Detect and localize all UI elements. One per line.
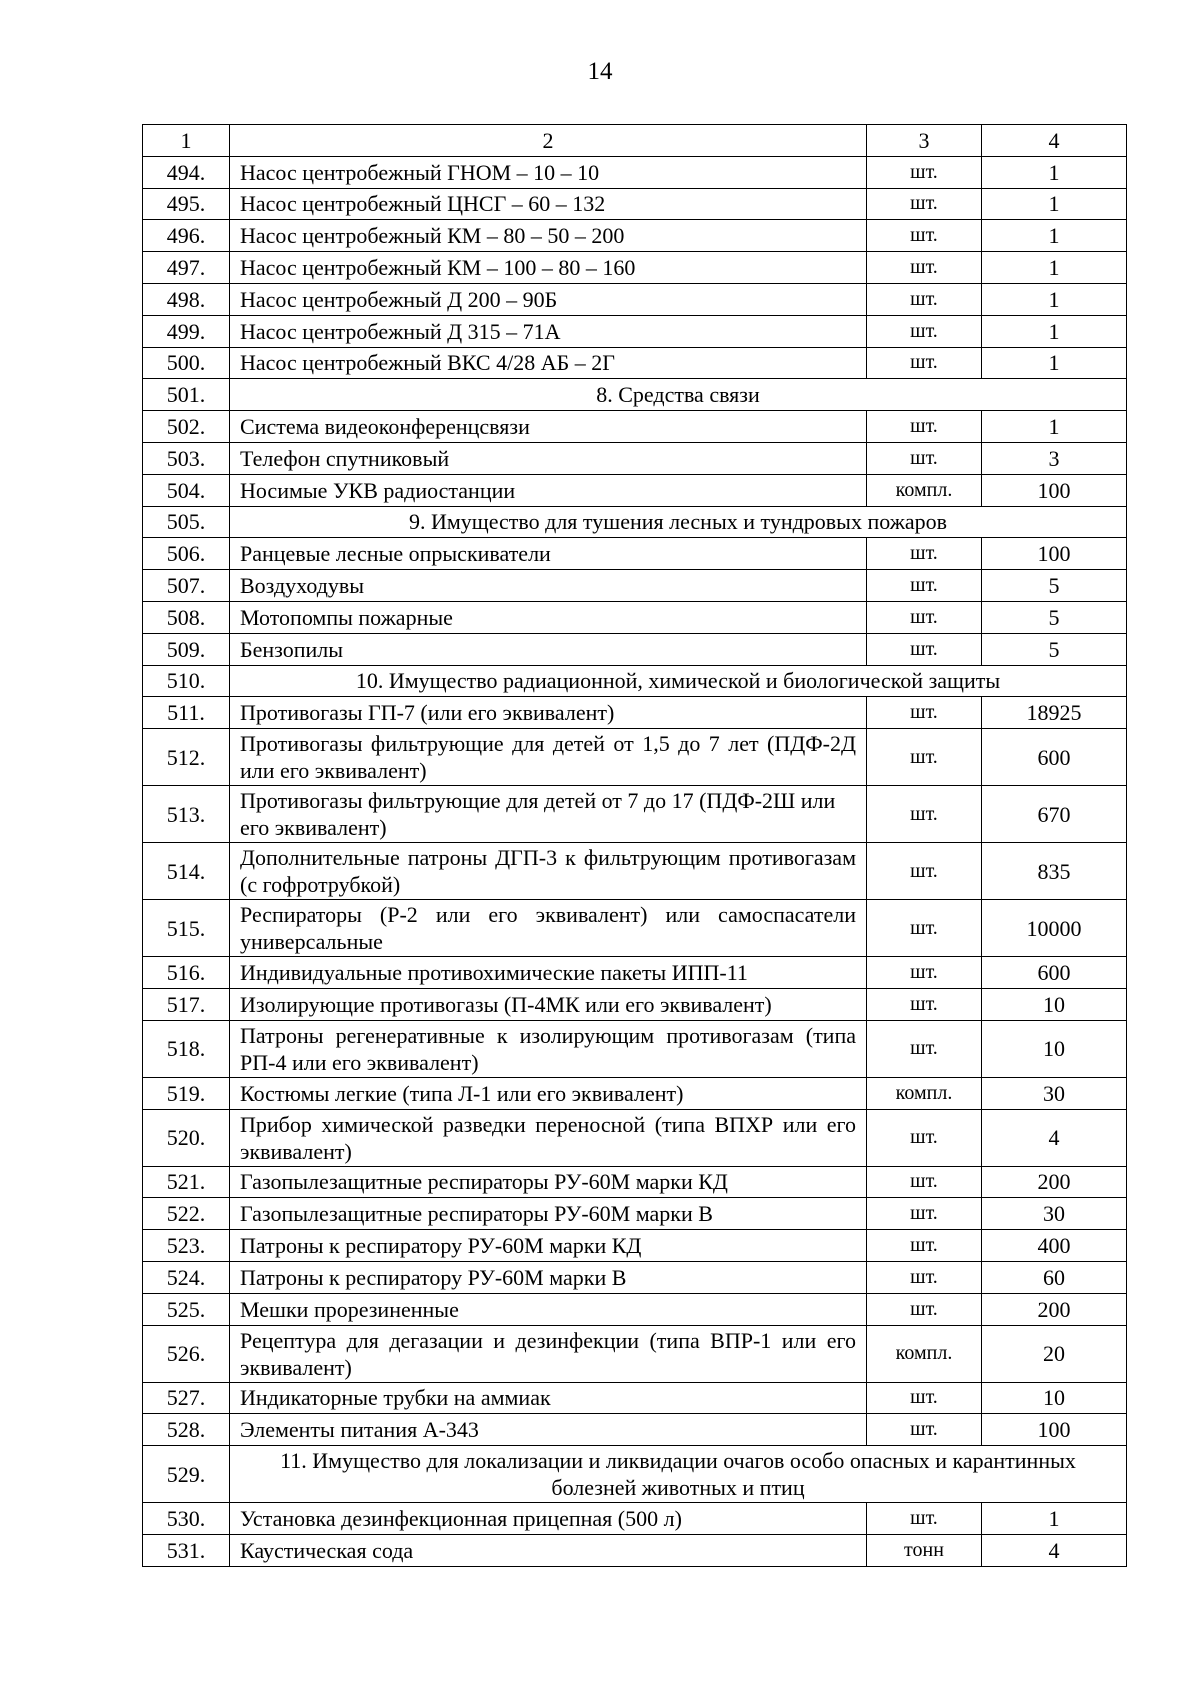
- item-name: Изолирующие противогазы (П-4МК или его эквивалент): [230, 988, 867, 1020]
- item-name: Насос центробежный ЦНСГ – 60 – 132: [230, 188, 867, 220]
- item-unit: шт.: [867, 220, 982, 252]
- table-row: [143, 900, 1127, 957]
- item-quantity: 100: [982, 474, 1127, 506]
- item-quantity: 835: [982, 843, 1127, 900]
- item-unit: шт.: [867, 1230, 982, 1262]
- item-unit: шт.: [867, 538, 982, 570]
- section-title: 10. Имущество радиационной, химической и биологической защиты: [230, 665, 1127, 697]
- table-row: [143, 1261, 1127, 1293]
- row-number: 531.: [143, 1534, 230, 1566]
- item-name: Дополнительные патроны ДГП-3 к фильтрующим противогазам (с гофротрубкой): [230, 843, 867, 900]
- item-name: Бензопилы: [230, 633, 867, 665]
- row-number: 520.: [143, 1109, 230, 1166]
- row-number: 504.: [143, 474, 230, 506]
- item-name: Носимые УКВ радиостанции: [230, 474, 867, 506]
- table-row: [143, 283, 1127, 315]
- item-quantity: 400: [982, 1230, 1127, 1262]
- item-name: Элементы питания А-343: [230, 1414, 867, 1446]
- item-unit: шт.: [867, 633, 982, 665]
- item-name: Противогазы фильтрующие для детей от 1,5 до 7 лет (ПДФ-2Д или его эквивалент): [230, 729, 867, 786]
- item-unit: шт.: [867, 1020, 982, 1077]
- item-name: Газопылезащитные респираторы РУ-60М марки КД: [230, 1166, 867, 1198]
- section-row: [143, 506, 1127, 538]
- table-row: [143, 1198, 1127, 1230]
- item-unit: шт.: [867, 411, 982, 443]
- item-quantity: 670: [982, 786, 1127, 843]
- table-row: [143, 957, 1127, 989]
- item-unit: шт.: [867, 786, 982, 843]
- table-row: [143, 601, 1127, 633]
- item-quantity: 1: [982, 347, 1127, 379]
- table-row: [143, 220, 1127, 252]
- table-row: [143, 474, 1127, 506]
- row-number: 502.: [143, 411, 230, 443]
- item-unit: шт.: [867, 283, 982, 315]
- item-unit: шт.: [867, 900, 982, 957]
- header-cell-2: 2: [230, 125, 867, 157]
- row-number: 494.: [143, 156, 230, 188]
- item-name: Мешки прорезиненные: [230, 1293, 867, 1325]
- header-cell-1: 1: [143, 125, 230, 157]
- row-number: 519.: [143, 1077, 230, 1109]
- page-number: 14: [587, 58, 613, 85]
- item-unit: шт.: [867, 1109, 982, 1166]
- item-unit: шт.: [867, 601, 982, 633]
- row-number: 522.: [143, 1198, 230, 1230]
- item-quantity: 30: [982, 1077, 1127, 1109]
- item-quantity: 600: [982, 957, 1127, 989]
- item-unit: тонн: [867, 1534, 982, 1566]
- item-unit: шт.: [867, 1293, 982, 1325]
- row-number: 512.: [143, 729, 230, 786]
- section-row: [143, 379, 1127, 411]
- row-number: 514.: [143, 843, 230, 900]
- item-name: Воздуходувы: [230, 570, 867, 602]
- row-number: 515.: [143, 900, 230, 957]
- row-number: 524.: [143, 1261, 230, 1293]
- item-quantity: 1: [982, 1503, 1127, 1535]
- table-row: [143, 252, 1127, 284]
- item-quantity: 1: [982, 315, 1127, 347]
- item-name: Насос центробежный ГНОМ – 10 – 10: [230, 156, 867, 188]
- row-number: 529.: [143, 1446, 230, 1503]
- item-quantity: 10000: [982, 900, 1127, 957]
- row-number: 516.: [143, 957, 230, 989]
- item-unit: шт.: [867, 188, 982, 220]
- table-row: [143, 1020, 1127, 1077]
- item-unit: шт.: [867, 315, 982, 347]
- row-number: 497.: [143, 252, 230, 284]
- table-row: [143, 538, 1127, 570]
- item-name: Насос центробежный КМ – 80 – 50 – 200: [230, 220, 867, 252]
- item-name: Патроны регенеративные к изолирующим противогазам (типа РП-4 или его эквивалент): [230, 1020, 867, 1077]
- item-name: Респираторы (Р-2 или его эквивалент) или самоспасатели универсальные: [230, 900, 867, 957]
- item-name: Насос центробежный Д 315 – 71А: [230, 315, 867, 347]
- section-title: 11. Имущество для локализации и ликвидации очагов особо опасных и карантинных болезней животных и птиц: [230, 1446, 1127, 1503]
- item-unit: шт.: [867, 1166, 982, 1198]
- item-quantity: 3: [982, 442, 1127, 474]
- table-row: [143, 156, 1127, 188]
- row-number: 527.: [143, 1382, 230, 1414]
- row-number: 525.: [143, 1293, 230, 1325]
- row-number: 505.: [143, 506, 230, 538]
- header-cell-4: 4: [982, 125, 1127, 157]
- item-quantity: 100: [982, 1414, 1127, 1446]
- table-row: [143, 1293, 1127, 1325]
- item-name: Костюмы легкие (типа Л-1 или его эквивалент): [230, 1077, 867, 1109]
- item-unit: шт.: [867, 1382, 982, 1414]
- row-number: 526.: [143, 1325, 230, 1382]
- item-unit: шт.: [867, 843, 982, 900]
- item-quantity: 1: [982, 188, 1127, 220]
- table-row: [143, 347, 1127, 379]
- row-number: 499.: [143, 315, 230, 347]
- row-number: 517.: [143, 988, 230, 1020]
- table-header-row: [143, 125, 1127, 157]
- item-name: Индивидуальные противохимические пакеты ИПП-11: [230, 957, 867, 989]
- item-quantity: 20: [982, 1325, 1127, 1382]
- item-quantity: 5: [982, 633, 1127, 665]
- inventory-table: [142, 124, 1127, 1567]
- item-unit: шт.: [867, 1414, 982, 1446]
- table-row: [143, 1166, 1127, 1198]
- item-unit: шт.: [867, 570, 982, 602]
- item-unit: шт.: [867, 988, 982, 1020]
- table-row: [143, 1503, 1127, 1535]
- item-quantity: 5: [982, 570, 1127, 602]
- table-row: [143, 570, 1127, 602]
- table-row: [143, 697, 1127, 729]
- table-row: [143, 315, 1127, 347]
- item-unit: компл.: [867, 474, 982, 506]
- section-row: [143, 665, 1127, 697]
- item-name: Насос центробежный ВКС 4/28 АБ – 2Г: [230, 347, 867, 379]
- table-row: [143, 188, 1127, 220]
- item-quantity: 10: [982, 988, 1127, 1020]
- row-number: 513.: [143, 786, 230, 843]
- item-unit: шт.: [867, 1261, 982, 1293]
- row-number: 500.: [143, 347, 230, 379]
- table-row: [143, 1534, 1127, 1566]
- item-name: Прибор химической разведки переносной (типа ВПХР или его эквивалент): [230, 1109, 867, 1166]
- item-quantity: 1: [982, 156, 1127, 188]
- row-number: 521.: [143, 1166, 230, 1198]
- row-number: 508.: [143, 601, 230, 633]
- row-number: 496.: [143, 220, 230, 252]
- row-number: 523.: [143, 1230, 230, 1262]
- item-unit: шт.: [867, 1198, 982, 1230]
- header-cell-3: 3: [867, 125, 982, 157]
- row-number: 507.: [143, 570, 230, 602]
- item-unit: шт.: [867, 957, 982, 989]
- item-unit: шт.: [867, 697, 982, 729]
- item-quantity: 1: [982, 283, 1127, 315]
- section-title: 9. Имущество для тушения лесных и тундровых пожаров: [230, 506, 1127, 538]
- table-row: [143, 786, 1127, 843]
- item-quantity: 10: [982, 1020, 1127, 1077]
- item-name: Индикаторные трубки на аммиак: [230, 1382, 867, 1414]
- table-row: [143, 988, 1127, 1020]
- item-quantity: 200: [982, 1166, 1127, 1198]
- row-number: 509.: [143, 633, 230, 665]
- row-number: 498.: [143, 283, 230, 315]
- item-quantity: 1: [982, 252, 1127, 284]
- table-row: [143, 1230, 1127, 1262]
- item-name: Насос центробежный Д 200 – 90Б: [230, 283, 867, 315]
- item-name: Телефон спутниковый: [230, 442, 867, 474]
- item-unit: шт.: [867, 442, 982, 474]
- item-name: Установка дезинфекционная прицепная (500 л): [230, 1503, 867, 1535]
- item-name: Рецептура для дегазации и дезинфекции (типа ВПР-1 или его эквивалент): [230, 1325, 867, 1382]
- item-unit: шт.: [867, 729, 982, 786]
- table-row: [143, 1382, 1127, 1414]
- item-quantity: 30: [982, 1198, 1127, 1230]
- item-name: Противогазы ГП-7 (или его эквивалент): [230, 697, 867, 729]
- item-quantity: 4: [982, 1109, 1127, 1166]
- item-unit: компл.: [867, 1325, 982, 1382]
- item-name: Патроны к респиратору РУ-60М марки В: [230, 1261, 867, 1293]
- table-body: [143, 125, 1127, 1567]
- item-quantity: 100: [982, 538, 1127, 570]
- section-row: [143, 1446, 1127, 1503]
- row-number: 506.: [143, 538, 230, 570]
- row-number: 530.: [143, 1503, 230, 1535]
- item-name: Противогазы фильтрующие для детей от 7 до 17 (ПДФ-2Ш или его эквивалент): [230, 786, 867, 843]
- item-quantity: 1: [982, 220, 1127, 252]
- item-quantity: 18925: [982, 697, 1127, 729]
- item-name: Насос центробежный КМ – 100 – 80 – 160: [230, 252, 867, 284]
- item-quantity: 4: [982, 1534, 1127, 1566]
- row-number: 528.: [143, 1414, 230, 1446]
- item-name: Газопылезащитные респираторы РУ-60М марки В: [230, 1198, 867, 1230]
- table-row: [143, 411, 1127, 443]
- table-row: [143, 1109, 1127, 1166]
- item-quantity: 600: [982, 729, 1127, 786]
- table-row: [143, 1414, 1127, 1446]
- row-number: 503.: [143, 442, 230, 474]
- row-number: 501.: [143, 379, 230, 411]
- item-quantity: 1: [982, 411, 1127, 443]
- item-unit: компл.: [867, 1077, 982, 1109]
- table-row: [143, 442, 1127, 474]
- item-name: Каустическая сода: [230, 1534, 867, 1566]
- table-row: [143, 1325, 1127, 1382]
- item-name: Мотопомпы пожарные: [230, 601, 867, 633]
- row-number: 510.: [143, 665, 230, 697]
- item-quantity: 5: [982, 601, 1127, 633]
- table-row: [143, 843, 1127, 900]
- item-quantity: 200: [982, 1293, 1127, 1325]
- item-name: Патроны к респиратору РУ-60М марки КД: [230, 1230, 867, 1262]
- section-title: 8. Средства связи: [230, 379, 1127, 411]
- table-row: [143, 1077, 1127, 1109]
- item-unit: шт.: [867, 252, 982, 284]
- item-name: Система видеоконференцсвязи: [230, 411, 867, 443]
- item-unit: шт.: [867, 1503, 982, 1535]
- item-name: Ранцевые лесные опрыскиватели: [230, 538, 867, 570]
- item-unit: шт.: [867, 156, 982, 188]
- row-number: 518.: [143, 1020, 230, 1077]
- row-number: 511.: [143, 697, 230, 729]
- table-row: [143, 729, 1127, 786]
- row-number: 495.: [143, 188, 230, 220]
- item-unit: шт.: [867, 347, 982, 379]
- item-quantity: 60: [982, 1261, 1127, 1293]
- table-row: [143, 633, 1127, 665]
- item-quantity: 10: [982, 1382, 1127, 1414]
